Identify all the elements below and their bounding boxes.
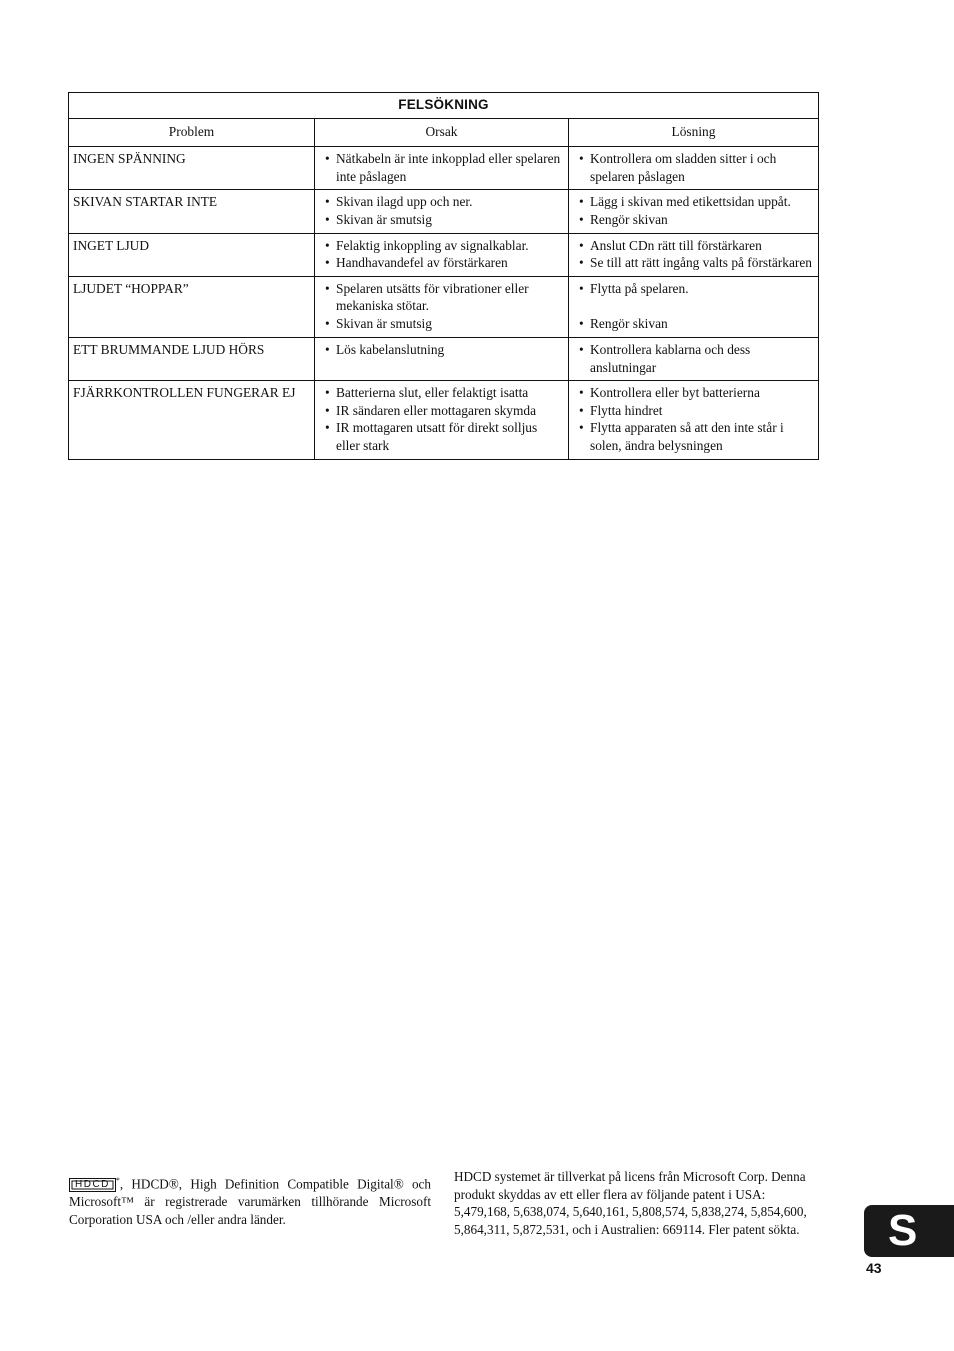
list-item: • Kontrollera om sladden sitter i och spelaren påslagen [579, 150, 812, 185]
hdcd-logo: HDCD [69, 1178, 116, 1192]
list-item: • Skivan är smutsig [325, 315, 562, 333]
header-losning: Lösning [569, 118, 819, 147]
troubleshooting-table [68, 92, 819, 460]
header-orsak: Orsak [315, 118, 569, 147]
list-item: • Flytta på spelaren. [579, 280, 812, 298]
patent-note: HDCD systemet är tillverkat på licens från Microsoft Corp. Denna produkt skyddas av ett eller flera av följande patent i USA: 5,479,168, 5,638,074, 5,640,161, 5,808,574, 5,838,274, 5,854,600, 5,864,311, 5,872,531, och i Australien: 669114. Fler patent sökta. [454, 1169, 807, 1238]
losning-list [579, 193, 812, 228]
list-item: • Handhavandefel av förstärkaren [325, 254, 562, 272]
language-tab [864, 1205, 954, 1257]
orsak-cell [315, 233, 569, 276]
list-item: • Kontrollera kablarna och dess anslutningar [579, 341, 812, 376]
table-row [69, 337, 819, 380]
list-item: • Rengör skivan [579, 211, 812, 229]
orsak-cell [315, 147, 569, 190]
losning-cell [569, 233, 819, 276]
list-item: • Rengör skivan [579, 315, 812, 333]
losning-list [579, 150, 812, 185]
table-row [69, 233, 819, 276]
list-item: • Nätkabeln är inte inkopplad eller spelaren inte påslagen [325, 150, 562, 185]
losning-list [579, 280, 812, 333]
orsak-list [325, 280, 562, 333]
losning-cell [569, 337, 819, 380]
list-item: • Flytta hindret [579, 402, 812, 420]
orsak-cell [315, 190, 569, 233]
losning-cell [569, 190, 819, 233]
trademark-note [69, 1172, 431, 1229]
problem-cell: SKIVAN STARTAR INTE [69, 190, 315, 233]
list-item: • Spelaren utsätts för vibrationer eller mekaniska stötar. [325, 280, 562, 315]
losning-list [579, 341, 812, 376]
table-row [69, 381, 819, 459]
table-header-row [69, 118, 819, 147]
problem-cell: ETT BRUMMANDE LJUD HÖRS [69, 337, 315, 380]
losning-cell [569, 276, 819, 337]
list-item: • Skivan är smutsig [325, 211, 562, 229]
problem-cell: LJUDET “HOPPAR” [69, 276, 315, 337]
table-title: FELSÖKNING [69, 93, 819, 119]
table-row [69, 276, 819, 337]
table-row [69, 190, 819, 233]
list-item: • Anslut CDn rätt till förstärkaren [579, 237, 812, 255]
list-item: • IR mottagaren utsatt för direkt solljus eller stark [325, 419, 562, 454]
list-item: • Batterierna slut, eller felaktigt isatta [325, 384, 562, 402]
list-item: • Lös kabelanslutning [325, 341, 562, 359]
orsak-cell [315, 381, 569, 459]
table-row [69, 147, 819, 190]
list-item: • Se till att rätt ingång valts på förstärkaren [579, 254, 812, 272]
problem-cell: FJÄRRKONTROLLEN FUNGERAR EJ [69, 381, 315, 459]
orsak-cell [315, 337, 569, 380]
trademark-text: , HDCD®, High Definition Compatible Digital® och Microsoft™ är registrerade varumärken tillhörande Microsoft Corporation USA och /eller andra länder. [69, 1176, 431, 1228]
orsak-list [325, 150, 562, 185]
losning-list [579, 237, 812, 272]
language-tab-label: S [888, 1206, 918, 1255]
list-item: • Flytta apparaten så att den inte står i solen, ändra belysningen [579, 419, 812, 454]
list-item: • Kontrollera eller byt batterierna [579, 384, 812, 402]
list-item: • Lägg i skivan med etikettsidan uppåt. [579, 193, 812, 211]
losning-list [579, 384, 812, 454]
orsak-list [325, 237, 562, 272]
list-spacer [579, 297, 812, 315]
orsak-list [325, 384, 562, 454]
header-problem: Problem [69, 118, 315, 147]
orsak-list [325, 341, 562, 359]
orsak-list [325, 193, 562, 228]
problem-cell: INGET LJUD [69, 233, 315, 276]
page-number: 43 [866, 1260, 882, 1276]
list-item: • Felaktig inkoppling av signalkablar. [325, 237, 562, 255]
losning-cell [569, 147, 819, 190]
problem-cell: INGEN SPÄNNING [69, 147, 315, 190]
losning-cell [569, 381, 819, 459]
orsak-cell [315, 276, 569, 337]
list-item: • Skivan ilagd upp och ner. [325, 193, 562, 211]
logo-trademark-mark: * [115, 1176, 120, 1185]
list-item: • IR sändaren eller mottagaren skymda [325, 402, 562, 420]
